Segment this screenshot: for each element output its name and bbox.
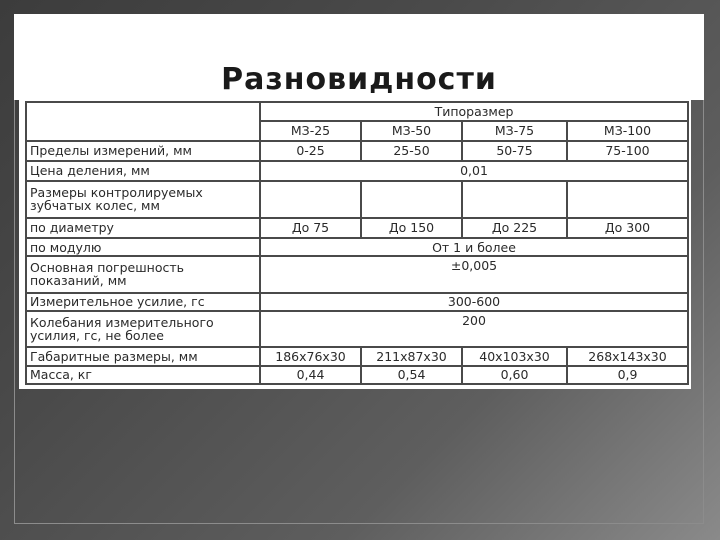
table-row: [26, 161, 688, 181]
table-row: [26, 238, 688, 256]
table-row: [26, 181, 688, 218]
row-label: Масса, кг: [26, 366, 260, 384]
model-header-cell: МЗ-50: [361, 121, 462, 140]
table-row: [26, 366, 688, 384]
table-cell: 40х103х30: [462, 347, 567, 365]
table-cell: 300-600: [260, 293, 688, 311]
table-row: [26, 347, 688, 365]
table-row: [26, 293, 688, 311]
table-cell: 0,54: [361, 366, 462, 384]
table-cell-empty: [26, 102, 260, 141]
model-header-cell: МЗ-25: [260, 121, 361, 140]
table-cell: От 1 и более: [260, 238, 688, 256]
table-cell-empty: [567, 181, 688, 218]
spec-table: [25, 101, 689, 385]
table-cell-empty: [462, 181, 567, 218]
table-cell: 0,60: [462, 366, 567, 384]
row-label: Колебания измерительного усилия, гс, не более: [26, 311, 260, 348]
table-cell: 211х87х30: [361, 347, 462, 365]
table-cell: До 75: [260, 218, 361, 238]
table-cell: 268х143х30: [567, 347, 688, 365]
table-cell: 0,01: [260, 161, 688, 181]
model-header-cell: МЗ-100: [567, 121, 688, 140]
row-label: Основная погрешность показаний, мм: [26, 256, 260, 293]
table-row: [26, 218, 688, 238]
title-area: [14, 14, 704, 100]
row-label: Пределы измерений, мм: [26, 141, 260, 161]
table-cell: 75-100: [567, 141, 688, 161]
table-row: [26, 141, 688, 161]
table-row: [26, 311, 688, 348]
row-label: по модулю: [26, 238, 260, 256]
table-cell: 0,44: [260, 366, 361, 384]
table-cell: 25-50: [361, 141, 462, 161]
table-cell: 50-75: [462, 141, 567, 161]
table-cell: До 225: [462, 218, 567, 238]
spec-table-container: [19, 97, 691, 389]
table-cell-empty: [260, 181, 361, 218]
row-label: по диаметру: [26, 218, 260, 238]
table-cell: До 300: [567, 218, 688, 238]
group-header-cell: Типоразмер: [260, 102, 688, 121]
table-cell: 200: [260, 311, 688, 348]
slide-title: Разновидности: [221, 62, 497, 97]
table-cell: ±0,005: [260, 256, 688, 293]
table-cell: 186х76х30: [260, 347, 361, 365]
table-row: [26, 102, 688, 121]
row-label: Размеры контролируемых зубчатых колес, мм: [26, 181, 260, 218]
row-label: Габаритные размеры, мм: [26, 347, 260, 365]
table-row: [26, 256, 688, 293]
table-cell: До 150: [361, 218, 462, 238]
model-header-cell: МЗ-75: [462, 121, 567, 140]
row-label: Цена деления, мм: [26, 161, 260, 181]
table-cell-empty: [361, 181, 462, 218]
table-cell: 0-25: [260, 141, 361, 161]
row-label: Измерительное усилие, гс: [26, 293, 260, 311]
table-cell: 0,9: [567, 366, 688, 384]
